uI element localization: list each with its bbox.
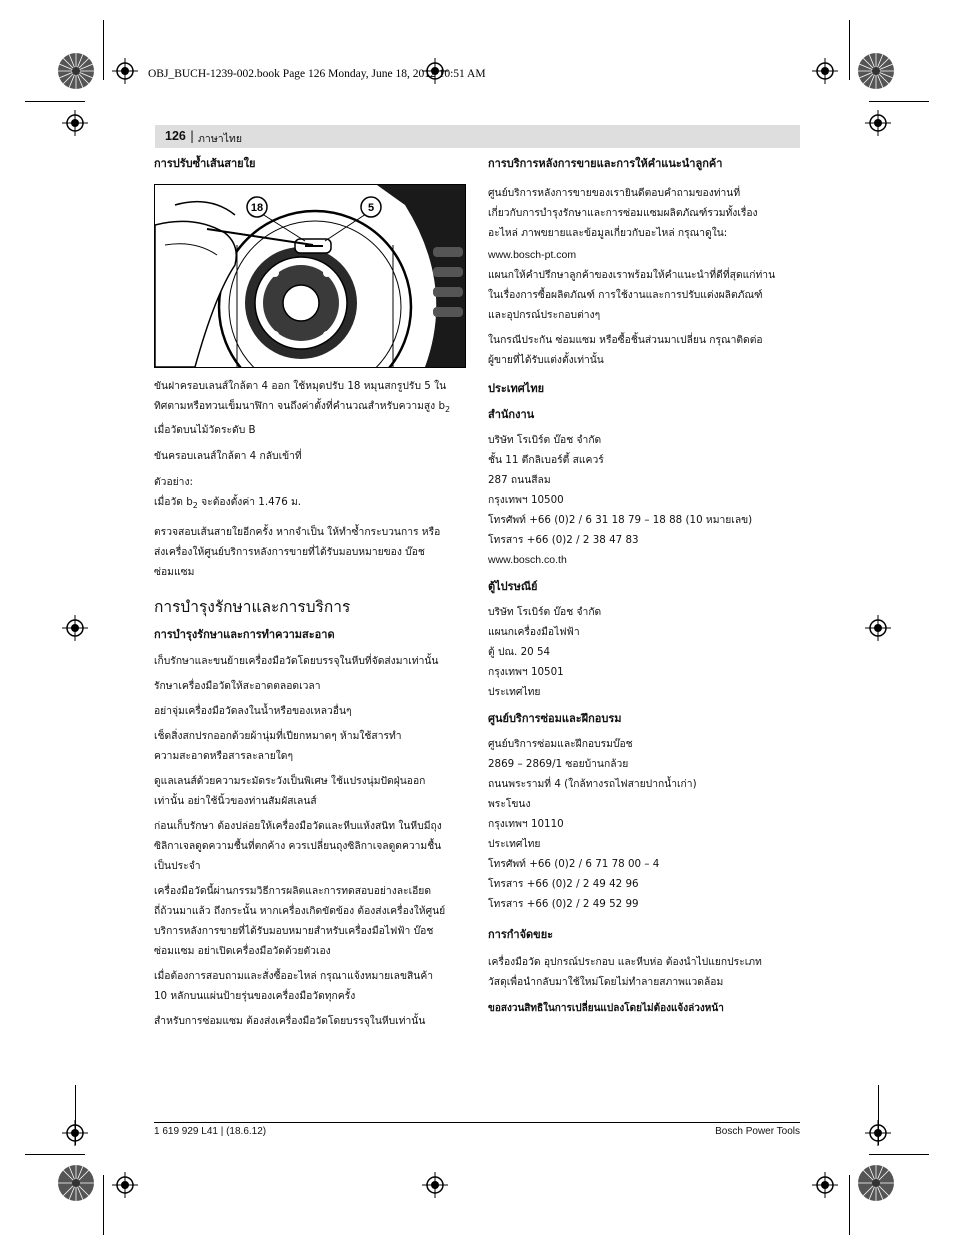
repair-fax: โทรสาร +66 (0)2 / 2 49 52 99 xyxy=(488,898,639,910)
repair-phone: โทรศัพท์ +66 (0)2 / 6 71 78 00 – 4 xyxy=(488,858,660,870)
disposal-heading: การกำจัดขยะ xyxy=(488,928,554,941)
repair-address-line: กรุงเทพฯ 10110 xyxy=(488,818,564,830)
change-notice: ขอสงวนสิทธิในการเปลี่ยนแปลงโดยไม่ต้องแจ้งล่วงหน้า xyxy=(488,1003,724,1014)
recheck-text-line: ส่งเครื่องให้ศูนย์บริการหลังการขายที่ได้รับมอบหมายของ บ๊อช xyxy=(154,546,425,559)
repair-address-line: ศูนย์บริการซ่อมและฝึกอบรมบ๊อช xyxy=(488,738,633,750)
registration-mark-icon xyxy=(62,110,88,136)
registration-mark-icon xyxy=(812,58,838,84)
maintenance-text: สำหรับการซ่อมแซม ต้องส่งเครื่องมือวัดโดยบรรจุในหีบเท่านั้น xyxy=(154,1015,426,1028)
footer-rule xyxy=(154,1122,800,1123)
example-label: ตัวอย่าง: xyxy=(154,476,193,489)
header-separator: | xyxy=(190,129,195,143)
color-target-icon xyxy=(57,52,95,90)
footer-brand: Bosch Power Tools xyxy=(715,1126,800,1137)
sub-heading-cleaning: การบำรุงรักษาและการทำความสะอาด xyxy=(154,628,335,642)
footer-doc-number: 1 619 929 L41 | (18.6.12) xyxy=(154,1126,267,1137)
maintenance-text: เช็ดสิ่งสกปรกออกด้วยผ้านุ่มที่เปียกหมาดๆ ห้ามใช้สารทำ xyxy=(154,730,402,743)
pobox-heading: ตู้ไปรษณีย์ xyxy=(488,580,538,593)
reinstall-text: ขันครอบเลนส์ใกล้ตา 4 กลับเข้าที่ xyxy=(154,450,302,463)
maintenance-text: ซ่อมแซม อย่าเปิดเครื่องมือวัดด้วยตัวเอง xyxy=(154,945,331,958)
maintenance-text: ซิลิกาเจลดูดความชื้นที่ตกค้าง ควรเปลี่ยนถุงซิลิกาเจลดูดความชื้น xyxy=(154,840,442,853)
maintenance-text: เครื่องมือวัดนี้ผ่านกรรมวิธีการผลิตและการทดสอบอย่างละเอียด xyxy=(154,885,432,898)
header-bar xyxy=(155,125,800,148)
page-number: 126 xyxy=(165,129,186,143)
main-heading-maintenance: การบำรุงรักษาและการบริการ xyxy=(154,598,351,617)
right-column xyxy=(488,155,798,1018)
registration-mark-icon xyxy=(865,110,891,136)
reticle-adjustment-figure xyxy=(154,184,466,368)
pobox-address-line: บริษัท โรเบิร์ต บ๊อช จำกัด xyxy=(488,606,602,618)
registration-mark-icon xyxy=(62,1120,88,1146)
eyepiece-illustration xyxy=(155,185,465,367)
adjust-text-line: ทิศตามหรือทวนเข็มนาฬิกา จนถึงค่าตั้งที่คำนวณสำหรับความสูง $b_2$ xyxy=(154,400,451,415)
repair-fax: โทรสาร +66 (0)2 / 2 49 42 96 xyxy=(488,878,639,890)
office-phone: โทรศัพท์ +66 (0)2 / 6 31 18 79 – 18 88 (10 หมายเลข) xyxy=(488,514,753,526)
repair-address-line: ประเทศไทย xyxy=(488,838,541,850)
callout-18: 18 xyxy=(250,202,264,214)
maintenance-text: อย่าจุ่มเครื่องมือวัดลงในน้ำหรือของเหลวอื่นๆ xyxy=(154,705,352,718)
service-text: ผู้ขายที่ได้รับแต่งตั้งเท่านั้น xyxy=(488,354,604,366)
country-heading: ประเทศไทย xyxy=(488,382,545,395)
maintenance-text: ความสะอาดหรือสารละลายใดๆ xyxy=(154,750,294,763)
office-address-line: บริษัท โรเบิร์ต บ๊อช จำกัด xyxy=(488,434,602,446)
pobox-address-line: แผนกเครื่องมือไฟฟ้า xyxy=(488,626,580,638)
service-text: ในกรณีประกัน ซ่อมแซม หรือซื้อชิ้นส่วนมาเปลี่ยน กรุณาติดต่อ xyxy=(488,334,763,346)
example-text: เมื่อวัด $b_2$ จะต้องตั้งค่า 1.476 ม. xyxy=(154,496,302,511)
repair-address-line: 2869 – 2869/1 ซอยบ้านกล้วย xyxy=(488,758,629,770)
maintenance-text: ก่อนเก็บรักษา ต้องปล่อยให้เครื่องมือวัดและหีบแห้งสนิท ในหีบมีถุง xyxy=(154,820,442,833)
registration-mark-icon xyxy=(112,58,138,84)
office-address-line: 287 ถนนสีลม xyxy=(488,474,551,486)
maintenance-text: ดูแลเลนส์ด้วยความระมัดระวังเป็นพิเศษ ใช้แปรงนุ่มปัดฝุ่นออก xyxy=(154,775,426,788)
office-address-line: ชั้น 11 ตึกลิเบอร์ตี้ สแควร์ xyxy=(488,454,604,466)
maintenance-text: เก็บรักษาและขนย้ายเครื่องมือวัดโดยบรรจุในหีบที่จัดส่งมาเท่านั้น xyxy=(154,655,439,668)
pobox-address-line: กรุงเทพฯ 10501 xyxy=(488,666,564,678)
registration-mark-icon xyxy=(865,615,891,641)
book-slug: OBJ_BUCH-1239-002.book Page 126 Monday, June 18, 2012 10:51 AM xyxy=(148,68,486,80)
header-language: ภาษาไทย xyxy=(198,133,242,145)
bosch-th-link[interactable]: www.bosch.co.th xyxy=(488,554,567,566)
office-heading: สำนักงาน xyxy=(488,408,535,421)
color-target-icon xyxy=(857,1164,895,1202)
repair-address-line: พระโขนง xyxy=(488,798,531,810)
registration-mark-icon xyxy=(865,1120,891,1146)
left-column xyxy=(154,155,464,1031)
registration-mark-icon xyxy=(112,1172,138,1198)
recheck-text-line: ซ่อมแซม xyxy=(154,566,195,579)
registration-mark-icon xyxy=(62,615,88,641)
repair-address-line: ถนนพระรามที่ 4 (ใกล้ทางรถไฟสายปากน้ำเก่า) xyxy=(488,778,697,790)
service-text: อะไหล่ ภาพขยายและข้อมูลเกี่ยวกับอะไหล่ กรุณาดูใน: xyxy=(488,227,728,239)
disposal-text: วัสดุเพื่อนำกลับมาใช้ใหม่โดยไม่ทำลายสภาพแวดล้อม xyxy=(488,976,724,988)
service-text: แผนกให้คำปรึกษาลูกค้าของเราพร้อมให้คำแนะนำที่ดีที่สุดแก่ท่าน xyxy=(488,269,776,281)
maintenance-text: เป็นประจำ xyxy=(154,860,201,873)
color-target-icon xyxy=(57,1164,95,1202)
registration-mark-icon xyxy=(812,1172,838,1198)
maintenance-text: เท่านั้น อย่าใช้นิ้วของท่านสัมผัสเลนส์ xyxy=(154,795,317,808)
pobox-address-line: ตู้ ปณ. 20 54 xyxy=(488,646,551,658)
maintenance-text: เมื่อต้องการสอบถามและสั่งซื้ออะไหล่ กรุณาแจ้งหมายเลขสินค้า xyxy=(154,970,434,983)
service-text: และอุปกรณ์ประกอบต่างๆ xyxy=(488,309,601,321)
adjust-text-line: ขันฝาครอบเลนส์ใกล้ตา 4 ออก ใช้หมุดปรับ 18 หมุนสกรูปรับ 5 ใน xyxy=(154,380,447,392)
service-heading: การบริการหลังการขายและการให้คำแนะนำลูกค้า xyxy=(488,157,723,170)
maintenance-text: 10 หลักบนแผ่นป้ายรุ่นของเครื่องมือวัดทุกครั้ง xyxy=(154,990,356,1003)
registration-mark-icon xyxy=(422,1172,448,1198)
service-text: ในเรื่องการซื้อผลิตภัณฑ์ การใช้งานและการปรับแต่งผลิตภัณฑ์ xyxy=(488,289,763,301)
adjust-text-line: เมื่อวัดบนไม้วัดระดับ B xyxy=(154,424,256,437)
repair-center-heading: ศูนย์บริการซ่อมและฝึกอบรม xyxy=(488,712,622,725)
recheck-text-line: ตรวจสอบเส้นสายใยอีกครั้ง หากจำเป็น ให้ทำซ้ำกระบวนการ หรือ xyxy=(154,526,441,539)
section-title-reticle: การปรับซ้ำเส้นสายใย xyxy=(154,157,256,170)
service-text: ศูนย์บริการหลังการขายของเรายินดีตอบคำถามของท่านที่ xyxy=(488,187,741,199)
pobox-address-line: ประเทศไทย xyxy=(488,686,541,698)
disposal-text: เครื่องมือวัด อุปกรณ์ประกอบ และหีบห่อ ต้องนำไปแยกประเภท xyxy=(488,956,762,968)
maintenance-text: รักษาเครื่องมือวัดให้สะอาดตลอดเวลา xyxy=(154,680,321,693)
bosch-pt-link[interactable]: www.bosch-pt.com xyxy=(488,249,577,261)
maintenance-text: บริการหลังการขายที่ได้รับมอบหมายสำหรับเครื่องมือไฟฟ้า บ๊อช xyxy=(154,925,434,938)
service-text: เกี่ยวกับการบำรุงรักษาและการซ่อมแซมผลิตภัณฑ์รวมทั้งเรื่อง xyxy=(488,207,758,219)
maintenance-text: ถี่ถ้วนมาแล้ว ถึงกระนั้น หากเครื่องเกิดขัดข้อง ต้องส่งเครื่องให้ศูนย์ xyxy=(154,905,446,918)
color-target-icon xyxy=(857,52,895,90)
office-address-line: กรุงเทพฯ 10500 xyxy=(488,494,564,506)
office-fax: โทรสาร +66 (0)2 / 2 38 47 83 xyxy=(488,534,639,546)
callout-5: 5 xyxy=(367,202,375,214)
